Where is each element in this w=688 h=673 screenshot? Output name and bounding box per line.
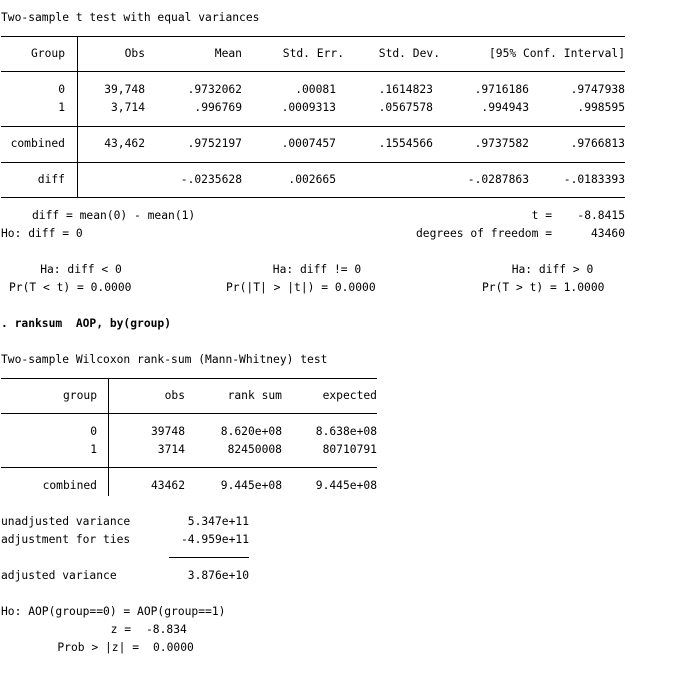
ranksum-cell-group: 1 bbox=[90, 443, 97, 456]
ranksum-cell-expected: 9.445e+08 bbox=[315, 479, 377, 492]
ranksum-combined-rule bbox=[1, 467, 377, 468]
ttest-cell-ci-hi: -.0183393 bbox=[563, 173, 625, 186]
ttest-header-se: Std. Err. bbox=[282, 47, 344, 60]
ttest-cell-ci-lo: .9716186 bbox=[474, 83, 529, 96]
ttest-cell-mean: .9732062 bbox=[187, 83, 242, 96]
ttest-t-value: -8.8415 bbox=[577, 209, 625, 222]
ranksum-cell-obs: 3714 bbox=[157, 443, 185, 456]
ranksum-header-rule bbox=[1, 413, 377, 414]
ttest-cell-obs: 3,714 bbox=[110, 101, 145, 114]
ttest-cell-group: 1 bbox=[58, 101, 65, 114]
ttest-cell-mean: .9752197 bbox=[187, 137, 242, 150]
ranksum-header-expected: expected bbox=[322, 389, 377, 402]
ttest-cell-group: 0 bbox=[58, 83, 65, 96]
ttest-cell-ci-hi: .9766813 bbox=[570, 137, 625, 150]
ranksum-unadjusted-variance-label: unadjusted variance bbox=[1, 515, 131, 528]
ttest-header-sd: Std. Dev. bbox=[378, 47, 440, 60]
ttest-cell-ci-hi: .9747938 bbox=[570, 83, 625, 96]
ranksum-header-obs: obs bbox=[164, 389, 185, 402]
ttest-cell-sd: .0567578 bbox=[378, 101, 433, 114]
ttest-cell-group: combined bbox=[10, 137, 65, 150]
ranksum-ties-adjustment-value: -4.959e+11 bbox=[180, 533, 249, 546]
ttest-header-rule bbox=[1, 71, 625, 72]
ttest-cell-group: diff bbox=[37, 173, 65, 186]
ranksum-title: Two-sample Wilcoxon rank-sum (Mann-Whitney) test bbox=[1, 353, 328, 366]
ttest-p-lt: Pr(T < t) = 0.0000 bbox=[9, 281, 132, 294]
ttest-ha-lt: Ha: diff < 0 bbox=[40, 263, 122, 276]
ranksum-command: . ranksum AOP, by(group) bbox=[1, 317, 172, 330]
ttest-combined-rule bbox=[1, 126, 625, 127]
ranksum-cell-group: 0 bbox=[90, 425, 97, 438]
ranksum-variance-rule bbox=[169, 557, 249, 558]
ttest-header-ci: [95% Conf. Interval] bbox=[488, 47, 625, 60]
ttest-column-divider bbox=[77, 36, 78, 197]
ranksum-column-divider bbox=[108, 378, 109, 496]
ttest-cell-ci-hi: .998595 bbox=[577, 101, 625, 114]
ttest-cell-sd: .1614823 bbox=[378, 83, 433, 96]
ranksum-cell-expected: 8.638e+08 bbox=[315, 425, 377, 438]
ttest-header-obs: Obs bbox=[124, 47, 145, 60]
ranksum-adjusted-variance-value: 3.876e+10 bbox=[187, 569, 249, 582]
ttest-null-hypothesis: Ho: diff = 0 bbox=[1, 227, 83, 240]
ttest-cell-se: .0009313 bbox=[281, 101, 336, 114]
ttest-cell-se: .002665 bbox=[288, 173, 336, 186]
ttest-cell-obs: 43,462 bbox=[104, 137, 145, 150]
ranksum-cell-obs: 39748 bbox=[150, 425, 185, 438]
ttest-t-label: t = bbox=[531, 209, 552, 222]
ttest-title: Two-sample t test with equal variances bbox=[1, 11, 260, 24]
ranksum-cell-group: combined bbox=[42, 479, 97, 492]
ranksum-z-label: z = bbox=[110, 623, 131, 636]
ttest-header-mean: Mean bbox=[214, 47, 242, 60]
ranksum-ties-adjustment-label: adjustment for ties bbox=[1, 533, 131, 546]
ranksum-null-hypothesis: Ho: AOP(group==0) = AOP(group==1) bbox=[1, 605, 226, 618]
ranksum-prob-label: Prob > |z| = bbox=[57, 641, 139, 654]
ranksum-cell-ranksum: 8.620e+08 bbox=[220, 425, 282, 438]
ttest-p-ne: Pr(|T| > |t|) = 0.0000 bbox=[226, 281, 376, 294]
ranksum-cell-expected: 80710791 bbox=[322, 443, 377, 456]
ttest-diff-rule bbox=[1, 162, 625, 163]
ranksum-z-value: -8.834 bbox=[146, 623, 187, 636]
ttest-cell-sd: .1554566 bbox=[378, 137, 433, 150]
ttest-cell-ci-lo: .994943 bbox=[481, 101, 529, 114]
ttest-cell-mean: -.0235628 bbox=[180, 173, 242, 186]
ttest-cell-obs: 39,748 bbox=[104, 83, 145, 96]
ttest-p-gt: Pr(T > t) = 1.0000 bbox=[482, 281, 605, 294]
ttest-diff-definition: diff = mean(0) - mean(1) bbox=[32, 209, 196, 222]
ttest-df-value: 43460 bbox=[590, 227, 625, 240]
ttest-cell-se: .0007457 bbox=[281, 137, 336, 150]
ttest-ha-gt: Ha: diff > 0 bbox=[511, 263, 594, 276]
ranksum-prob-value: 0.0000 bbox=[153, 641, 194, 654]
ranksum-unadjusted-variance-value: 5.347e+11 bbox=[187, 515, 249, 528]
ttest-bottom-rule bbox=[1, 197, 625, 198]
ttest-ha-ne: Ha: diff != 0 bbox=[272, 263, 362, 276]
ttest-cell-ci-lo: -.0287863 bbox=[467, 173, 529, 186]
ttest-df-label: degrees of freedom = bbox=[415, 227, 552, 240]
ranksum-cell-ranksum: 82450008 bbox=[227, 443, 282, 456]
ttest-cell-se: .00081 bbox=[295, 83, 336, 96]
ttest-cell-ci-lo: .9737582 bbox=[474, 137, 529, 150]
ttest-header-group: Group bbox=[30, 47, 65, 60]
ttest-top-rule bbox=[1, 36, 625, 37]
ranksum-header-ranksum: rank sum bbox=[227, 389, 282, 402]
ranksum-header-group: group bbox=[62, 389, 97, 402]
ranksum-top-rule bbox=[1, 378, 377, 379]
ttest-cell-mean: .996769 bbox=[194, 101, 242, 114]
ranksum-cell-ranksum: 9.445e+08 bbox=[220, 479, 282, 492]
ranksum-cell-obs: 43462 bbox=[150, 479, 185, 492]
ranksum-adjusted-variance-label: adjusted variance bbox=[1, 569, 117, 582]
